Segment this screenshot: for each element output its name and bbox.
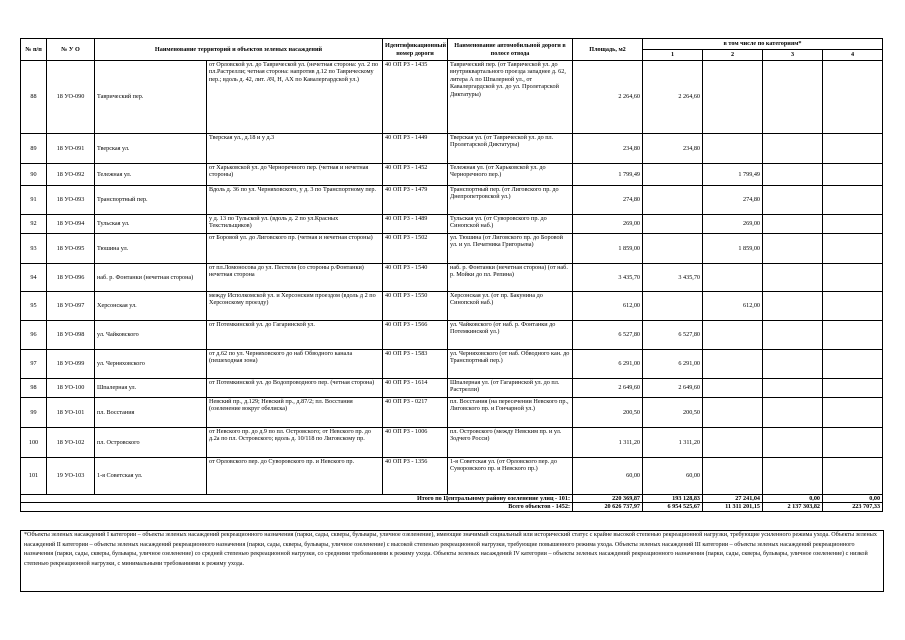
row-territory-name: 1-я Советская ул. <box>95 458 207 495</box>
table-row <box>21 292 883 321</box>
row-cat-4 <box>823 186 883 215</box>
row-cat-4 <box>823 428 883 458</box>
row-cat-2 <box>703 458 763 495</box>
row-road-id: 40 ОП РЗ - 1489 <box>383 215 448 234</box>
row-cat-2 <box>703 61 763 134</box>
row-number: 88 <box>21 61 47 134</box>
table-body <box>21 61 883 512</box>
table-row <box>21 428 883 458</box>
total-c2: 27 241,04 <box>703 495 763 503</box>
row-territory-name: ул. Черняховского <box>95 350 207 379</box>
row-location: от Орловской ул. до Таврической ул. (нечетная сторона: ул. 2 по пл.Растрелли; четная сторона: напротив д.12 по Таврическому пер.; вдоль д. 42, лит. АЧ, Н, АХ по Кавалергардской ул.) <box>207 61 383 134</box>
header-cat-4: 4 <box>823 50 883 61</box>
header-uo: № У О <box>47 39 95 61</box>
total-row <box>21 503 883 511</box>
row-cat-3 <box>763 234 823 264</box>
header-row <box>21 39 883 50</box>
row-road-id: 40 ОП РЗ - 1356 <box>383 458 448 495</box>
table-row <box>21 164 883 186</box>
header-cat-3: 3 <box>763 50 823 61</box>
row-road-name: Тележная ул. (от Харьковской ул. до Черноречного пер.) <box>448 164 573 186</box>
row-location: от пл.Ломоносова до ул. Пестеля (со стороны р.Фонтанки) нечетная сторона <box>207 264 383 292</box>
total-label: Всего объектов - 1452: <box>21 503 573 511</box>
row-territory-name: Шпалерная ул. <box>95 379 207 398</box>
row-cat-2 <box>703 428 763 458</box>
row-territory-name: Тульская ул. <box>95 215 207 234</box>
row-area: 6 527,80 <box>573 321 643 350</box>
row-cat-1: 2 649,60 <box>643 379 703 398</box>
row-number: 100 <box>21 428 47 458</box>
row-cat-3 <box>763 264 823 292</box>
row-area: 60,00 <box>573 458 643 495</box>
row-territory-name: Тележная ул. <box>95 164 207 186</box>
row-location: от Потемкинской ул. до Водопроводного пер. (четная сторона) <box>207 379 383 398</box>
row-territory-name: Таврический пер. <box>95 61 207 134</box>
row-cat-1: 6 527,80 <box>643 321 703 350</box>
row-cat-1 <box>643 164 703 186</box>
header-categories: в том числе по категориям* <box>643 39 883 50</box>
row-uo-code: 18 УО-097 <box>47 292 95 321</box>
row-cat-4 <box>823 292 883 321</box>
table-row <box>21 321 883 350</box>
row-cat-2 <box>703 379 763 398</box>
table-row <box>21 234 883 264</box>
total-area: 220 369,87 <box>573 495 643 503</box>
row-area: 2 264,60 <box>573 61 643 134</box>
row-uo-code: 18 УО-091 <box>47 134 95 164</box>
row-cat-3 <box>763 458 823 495</box>
row-uo-code: 18 УО-102 <box>47 428 95 458</box>
header-cat-2: 2 <box>703 50 763 61</box>
row-area: 3 435,70 <box>573 264 643 292</box>
row-road-name: ул. Тюшина (от Лиговского пр. до Боровой ул. и ул. Печатника Григорьева) <box>448 234 573 264</box>
row-location: от Орловского пер. до Суворовского пр. и Невского пр. <box>207 458 383 495</box>
row-territory-name: Тюшина ул. <box>95 234 207 264</box>
row-area: 269,00 <box>573 215 643 234</box>
row-cat-1 <box>643 215 703 234</box>
row-cat-2 <box>703 264 763 292</box>
row-area: 200,50 <box>573 398 643 428</box>
table-row <box>21 186 883 215</box>
row-uo-code: 19 УО-103 <box>47 458 95 495</box>
total-area: 20 626 737,97 <box>573 503 643 511</box>
row-location: от Боровой ул. до Лиговского пр. (четная и нечетная стороны) <box>207 234 383 264</box>
row-area: 1 311,20 <box>573 428 643 458</box>
total-c1: 6 954 525,67 <box>643 503 703 511</box>
total-c2: 11 311 201,15 <box>703 503 763 511</box>
row-uo-code: 18 УО-099 <box>47 350 95 379</box>
row-road-id: 40 ОП РЗ - 1502 <box>383 234 448 264</box>
row-location: у д. 13 по Тульской ул. (вдоль д. 2 по ул.Красных Текстильщиков) <box>207 215 383 234</box>
row-cat-2 <box>703 134 763 164</box>
row-territory-name: Транспортный пер. <box>95 186 207 215</box>
row-uo-code: 18 УО-100 <box>47 379 95 398</box>
row-cat-4 <box>823 350 883 379</box>
row-area: 234,80 <box>573 134 643 164</box>
row-cat-2: 269,00 <box>703 215 763 234</box>
row-road-id: 40 ОП РЗ - 1435 <box>383 61 448 134</box>
row-road-id: 40 ОП РЗ - 1540 <box>383 264 448 292</box>
row-location: Невский пр., д.129; Невский пр., д.87/2; пл. Восстания (озеленение вокруг обелиска) <box>207 398 383 428</box>
row-cat-2: 612,00 <box>703 292 763 321</box>
row-cat-3 <box>763 292 823 321</box>
row-cat-4 <box>823 134 883 164</box>
row-cat-4 <box>823 215 883 234</box>
row-area: 274,80 <box>573 186 643 215</box>
row-uo-code: 18 УО-094 <box>47 215 95 234</box>
row-area: 6 291,00 <box>573 350 643 379</box>
row-uo-code: 18 УО-101 <box>47 398 95 428</box>
row-cat-4 <box>823 321 883 350</box>
row-road-name: Транспортный пер. (от Лиговского пр. до Днепропетровской ул.) <box>448 186 573 215</box>
row-number: 96 <box>21 321 47 350</box>
row-uo-code: 18 УО-098 <box>47 321 95 350</box>
row-cat-3 <box>763 164 823 186</box>
green-areas-table <box>20 38 883 512</box>
row-cat-4 <box>823 164 883 186</box>
row-area: 612,00 <box>573 292 643 321</box>
row-road-name: Таврический пер. (от Таврической ул. до внутриквартального проезда западнее д. 62, литера А по Шпалерной ул., от Кавалергардской ул. до ул. Пролетарской Диктатуры) <box>448 61 573 134</box>
row-area: 2 649,60 <box>573 379 643 398</box>
row-cat-2: 1 859,00 <box>703 234 763 264</box>
total-c4: 223 707,33 <box>823 503 883 511</box>
header-cat-1: 1 <box>643 50 703 61</box>
row-uo-code: 18 УО-095 <box>47 234 95 264</box>
row-number: 94 <box>21 264 47 292</box>
row-location: Тверская ул., д.18 и у д.3 <box>207 134 383 164</box>
row-road-name: наб. р. Фонтанки (нечетная сторона) (от наб. р. Мойки до пл. Репина) <box>448 264 573 292</box>
row-road-name: ул. Чайковского (от наб. р. Фонтанки до Потемкинской ул.) <box>448 321 573 350</box>
row-number: 89 <box>21 134 47 164</box>
row-number: 98 <box>21 379 47 398</box>
row-cat-3 <box>763 398 823 428</box>
table-row <box>21 458 883 495</box>
row-road-name: Тульская ул. (от Суворовского пр. до Синопской наб.) <box>448 215 573 234</box>
row-uo-code: 18 УО-096 <box>47 264 95 292</box>
total-c4: 0,00 <box>823 495 883 503</box>
row-number: 90 <box>21 164 47 186</box>
row-location: Вдоль д. 36 по ул. Черняховского, у д. 3 по Транспортному пер. <box>207 186 383 215</box>
header-name: Наименование территорий и объектов зеленых насаждений <box>95 39 383 61</box>
table-row <box>21 134 883 164</box>
row-uo-code: 18 УО-090 <box>47 61 95 134</box>
table-row <box>21 379 883 398</box>
row-road-name: Тверская ул. (от Таврической ул. до пл. Пролетарской Диктатуры) <box>448 134 573 164</box>
row-territory-name: наб. р. Фонтанки (нечетная сторона) <box>95 264 207 292</box>
row-road-name: 1-я Советская ул. (от Орловского пер. до Суворовского пр. и Невского пр.) <box>448 458 573 495</box>
total-c1: 193 128,83 <box>643 495 703 503</box>
row-cat-1: 234,80 <box>643 134 703 164</box>
row-cat-1: 6 291,00 <box>643 350 703 379</box>
total-label: Итого по Центральному району озеленение улиц - 101: <box>21 495 573 503</box>
row-road-id: 40 ОП РЗ - 0217 <box>383 398 448 428</box>
row-road-name: Шпалерная ул. (от Гагаринской ул. до пл. Растрелли) <box>448 379 573 398</box>
footnote: *Объекты зеленых насаждений I категории – объекты зеленых насаждений рекреационного назначения (парки, сады, скверы, бульвары, уличное озеленение), имеющие значимый социальный или исторический статус с крайне высокой степенью рекреационной нагрузки, требующие усиленного режима ухода. Объекты зеленых насаждений II категории – объекты зеленых насаждений рекреационного назначения (парки, сады, скверы, бульвары, уличное озеленение) с высокой степенью рекреационной нагрузки, требующие повышенного режима ухода. Объекты зеленых насаждений III категории – объекты зеленых насаждений рекреационного назначения (парки, сады, скверы, бульвары, уличное озеленение) со средней степенью рекреационной нагрузки, со средними требованиями к режиму ухода. Объекты зеленых насаждений IV категории – объекты зеленых насаждений рекреационного назначения (парки, сады, скверы, бульвары, уличное озеленение) с низкой степенью рекреационной нагрузки, с минимальными требованиями к режиму ухода. <box>20 530 884 592</box>
row-cat-1: 60,00 <box>643 458 703 495</box>
row-number: 92 <box>21 215 47 234</box>
row-cat-1 <box>643 234 703 264</box>
row-number: 91 <box>21 186 47 215</box>
row-territory-name: пл. Островского <box>95 428 207 458</box>
row-road-id: 40 ОП РЗ - 1614 <box>383 379 448 398</box>
table-row <box>21 350 883 379</box>
total-c3: 0,00 <box>763 495 823 503</box>
row-cat-2: 274,80 <box>703 186 763 215</box>
row-territory-name: Херсонская ул. <box>95 292 207 321</box>
table-row <box>21 61 883 134</box>
row-cat-3 <box>763 215 823 234</box>
row-cat-3 <box>763 134 823 164</box>
header-road-id: Идентификационный номер дороги <box>383 39 448 61</box>
row-number: 99 <box>21 398 47 428</box>
row-cat-1 <box>643 292 703 321</box>
row-cat-2 <box>703 321 763 350</box>
row-cat-2 <box>703 350 763 379</box>
row-cat-3 <box>763 350 823 379</box>
row-cat-1: 2 264,60 <box>643 61 703 134</box>
row-road-name: ул. Черняховского (от наб. Обводного кан. до Транспортный пер.) <box>448 350 573 379</box>
row-uo-code: 18 УО-093 <box>47 186 95 215</box>
total-row <box>21 495 883 503</box>
row-cat-3 <box>763 428 823 458</box>
row-cat-3 <box>763 321 823 350</box>
row-cat-4 <box>823 398 883 428</box>
row-cat-4 <box>823 458 883 495</box>
row-uo-code: 18 УО-092 <box>47 164 95 186</box>
row-territory-name: Тверская ул. <box>95 134 207 164</box>
row-road-name: пл. Восстания (на пересечении Невского пр., Лиговского пр. и Гончарной ул.) <box>448 398 573 428</box>
row-number: 95 <box>21 292 47 321</box>
row-number: 101 <box>21 458 47 495</box>
row-cat-1: 1 311,20 <box>643 428 703 458</box>
row-cat-4 <box>823 379 883 398</box>
row-location: между Исполкомской ул. и Херсонским проездом (вдоль д 2 по Херсонскому проезду) <box>207 292 383 321</box>
row-location: от д.62 по ул. Черняховского до наб Обводного канала (пешеходная зона) <box>207 350 383 379</box>
header-road-name: Наименование автомобильной дороги в полосе отвода <box>448 39 573 61</box>
row-road-id: 40 ОП РЗ - 1449 <box>383 134 448 164</box>
row-road-name: пл. Островского (между Невским пр. и ул. Зодчего Росси) <box>448 428 573 458</box>
row-area: 1 799,49 <box>573 164 643 186</box>
row-cat-3 <box>763 186 823 215</box>
document-table-container <box>20 38 882 512</box>
row-territory-name: пл. Восстания <box>95 398 207 428</box>
row-road-id: 40 ОП РЗ - 1550 <box>383 292 448 321</box>
table-row <box>21 215 883 234</box>
row-cat-4 <box>823 61 883 134</box>
row-cat-3 <box>763 379 823 398</box>
row-cat-2: 1 799,49 <box>703 164 763 186</box>
row-road-id: 40 ОП РЗ - 1583 <box>383 350 448 379</box>
row-area: 1 859,00 <box>573 234 643 264</box>
table-row <box>21 264 883 292</box>
table-row <box>21 398 883 428</box>
header-area: Площадь, м2 <box>573 39 643 61</box>
row-cat-1: 3 435,70 <box>643 264 703 292</box>
row-location: от Харьковской ул. до Черноречного пер. (четная и нечетная стороны) <box>207 164 383 186</box>
row-road-name: Херсонская ул. (от пр. Бакунина до Синопской наб.) <box>448 292 573 321</box>
row-location: от Потемкинской ул. до Гагаринской ул. <box>207 321 383 350</box>
row-number: 93 <box>21 234 47 264</box>
row-road-id: 40 ОП РЗ - 1479 <box>383 186 448 215</box>
row-road-id: 40 ОП РЗ - 1006 <box>383 428 448 458</box>
header-num: № п/п <box>21 39 47 61</box>
row-cat-1: 200,50 <box>643 398 703 428</box>
total-c3: 2 137 303,82 <box>763 503 823 511</box>
row-number: 97 <box>21 350 47 379</box>
row-cat-4 <box>823 264 883 292</box>
row-cat-1 <box>643 186 703 215</box>
row-cat-2 <box>703 398 763 428</box>
row-cat-4 <box>823 234 883 264</box>
row-cat-3 <box>763 61 823 134</box>
row-location: от Невского пр. до д.9 по пл. Островского; от Невского пр. до д.2а по пл. Островского; вдоль д. 10/118 по Лиговскому пр. <box>207 428 383 458</box>
row-road-id: 40 ОП РЗ - 1566 <box>383 321 448 350</box>
row-territory-name: ул. Чайковского <box>95 321 207 350</box>
row-road-id: 40 ОП РЗ - 1452 <box>383 164 448 186</box>
